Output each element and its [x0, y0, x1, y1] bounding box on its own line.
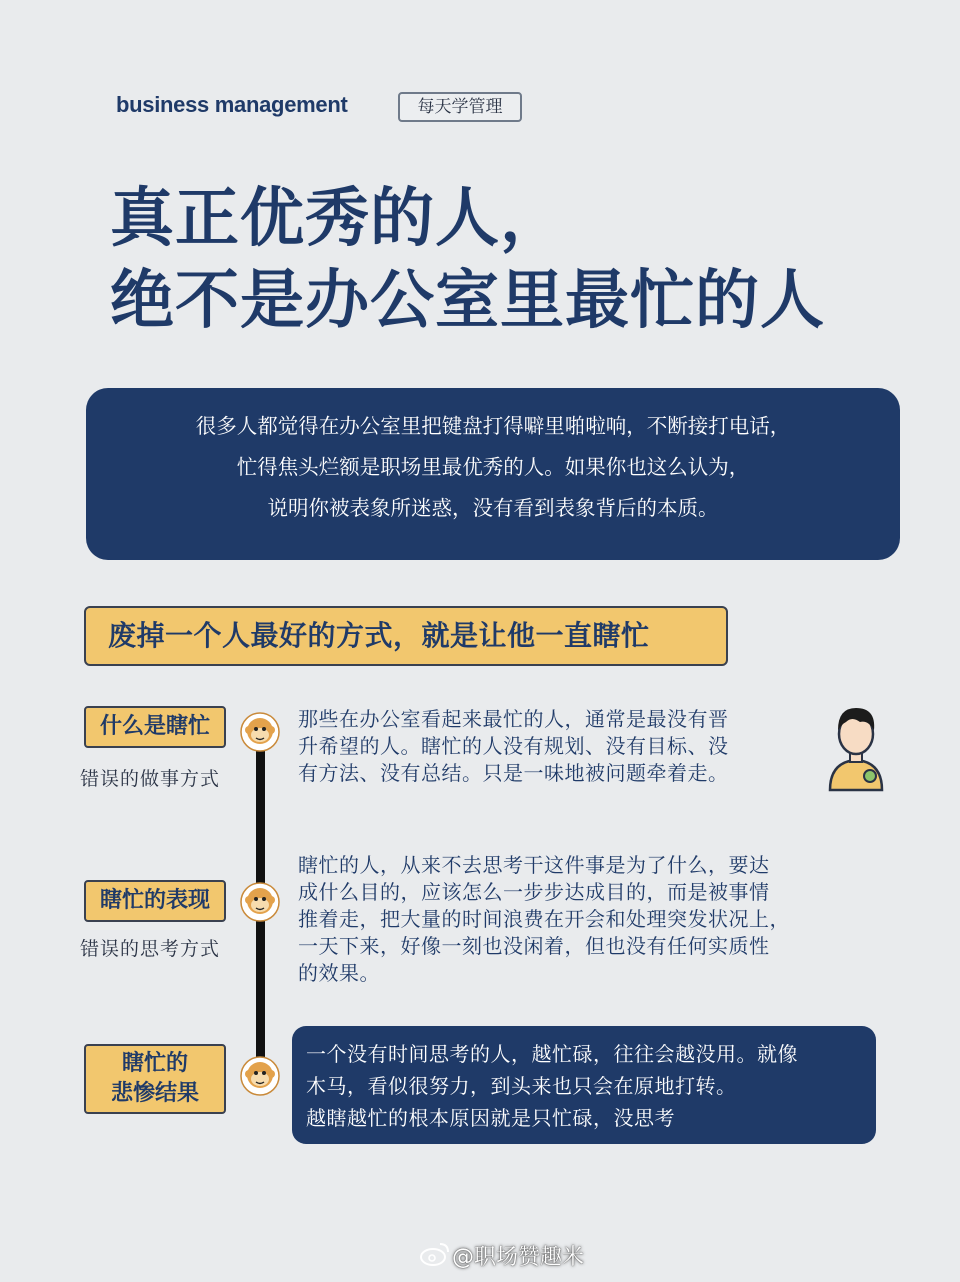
page-title [110, 178, 910, 342]
monkey-icon [240, 882, 280, 922]
item-label-symptoms: 瞎忙的表现 [84, 880, 226, 922]
item-text-line: 升希望的人。瞎忙的人没有规划、没有目标、没 [298, 734, 729, 758]
item-text-line: 一天下来，好像一刻也没闲着，但也没有任何实质性 [298, 934, 770, 958]
watermark-text: @职场赞趣米 [452, 1245, 585, 1270]
section-heading: 废掉一个人最好的方式，就是让他一直瞎忙 [84, 606, 728, 666]
title-line-2: 绝不是办公室里最忙的人 [110, 264, 825, 338]
conclusion-box [292, 1026, 876, 1144]
monkey-icon [240, 712, 280, 752]
intro-line: 忙得焦头烂额是职场里最优秀的人。如果你也这么认为， [236, 455, 750, 479]
header-tag: 每天学管理 [398, 92, 522, 122]
item-description [298, 852, 790, 987]
intro-line: 说明你被表象所迷惑，没有看到表象背后的本质。 [267, 496, 719, 520]
item-text-line: 成什么目的，应该怎么一步步达成目的，而是被事情 [298, 880, 770, 904]
title-line-1: 真正优秀的人， [110, 182, 565, 256]
item-label-line: 瞎忙的 [121, 1051, 188, 1076]
item-label-what-is: 什么是瞎忙 [84, 706, 226, 748]
item-label-consequences [84, 1044, 226, 1114]
item-text-line: 的效果。 [298, 961, 380, 985]
brand-name: business management [116, 92, 348, 117]
intro-line: 很多人都觉得在办公室里把键盘打得噼里啪啦响，不断接打电话， [195, 414, 791, 438]
item-sublabel: 错误的做事方式 [80, 768, 221, 790]
person-avatar-icon [824, 700, 888, 792]
conclusion-line: 越瞎越忙的根本原因就是只忙碌，没思考 [306, 1106, 675, 1130]
item-text-line: 有方法、没有总结。只是一味地被问题牵着走。 [298, 761, 729, 785]
item-sublabel: 错误的思考方式 [80, 938, 221, 960]
conclusion-line: 一个没有时间思考的人，越忙碌，往往会越没用。就像 [306, 1042, 798, 1066]
intro-box [86, 388, 900, 560]
conclusion-line: 木马，看似很努力，到头来也只会在原地打转。 [306, 1074, 737, 1098]
item-text-line: 推着走，把大量的时间浪费在开会和处理突发状况上， [298, 907, 790, 931]
item-description [298, 706, 729, 787]
item-text-line: 瞎忙的人，从来不去思考干这件事是为了什么，要达 [298, 853, 770, 877]
weibo-icon [420, 1240, 450, 1268]
monkey-icon [240, 1056, 280, 1096]
item-label-line: 悲惨结果 [110, 1081, 199, 1106]
item-text-line: 那些在办公室看起来最忙的人，通常是最没有晋 [298, 707, 729, 731]
